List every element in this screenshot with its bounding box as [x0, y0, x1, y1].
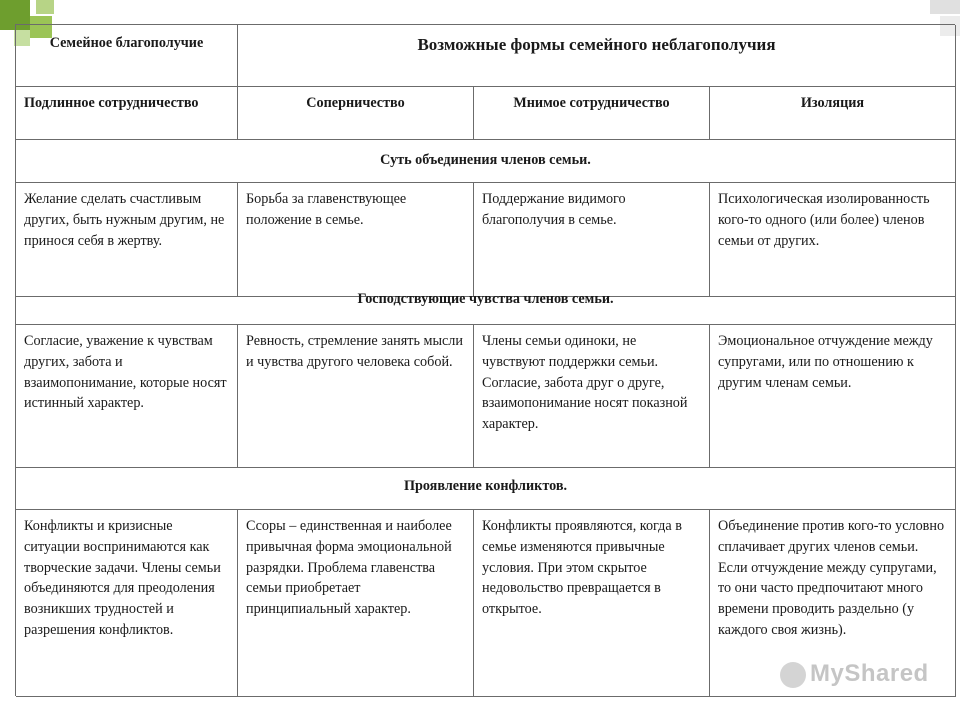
- watermark-text: MyShared: [810, 660, 929, 687]
- column-header: Изоляция: [710, 87, 956, 140]
- table-cell: Психологическая изолированность кого-то одного (или более) членов семьи от других.: [710, 183, 956, 297]
- watermark-logo: [780, 660, 929, 688]
- comparison-table: [15, 24, 955, 696]
- column-header: Мнимое сотрудничество: [474, 87, 710, 140]
- table-cell: Ревность, стремление занять мысли и чувства другого человека собой.: [238, 325, 474, 468]
- table-cell: Конфликты и кризисные ситуации воспринимаются как творческие задачи. Члены семьи объединяются для преодоления возникших трудностей и разрешения конфликтов.: [16, 510, 238, 697]
- header-left-cell: Семейное благополучие: [16, 25, 238, 87]
- table-cell: Поддержание видимого благополучия в семье.: [474, 183, 710, 297]
- section-title: Господствующие чувства членов семьи.: [16, 275, 956, 325]
- decor-square: [930, 0, 960, 14]
- watermark-icon: [780, 662, 806, 688]
- section-title: Суть объединения членов семьи.: [16, 140, 956, 183]
- column-header: Подлинное сотрудничество: [16, 87, 238, 140]
- table-cell: Борьба за главенствующее положение в семье.: [238, 183, 474, 297]
- column-header: Соперничество: [238, 87, 474, 140]
- table-cell: Эмоциональное отчуждение между супругами, или по отношению к другим членам семьи.: [710, 325, 956, 468]
- table-cell: Члены семьи одиноки, не чувствуют поддержки семьи. Согласие, забота друг о друге, взаимопонимание носят показной характер.: [474, 325, 710, 468]
- table-cell: Ссоры – единственная и наиболее привычная форма эмоциональной разрядки. Проблема главенства семьи приобретает принципиальный характер.: [238, 510, 474, 697]
- table-title: Возможные формы семейного неблагополучия: [238, 25, 956, 87]
- table-cell: Конфликты проявляются, когда в семье изменяются привычные условия. При этом скрытое недовольство превращается в открытое.: [474, 510, 710, 697]
- decor-square: [36, 0, 54, 14]
- table-cell: Желание сделать счастливым других, быть нужным другим, не принося себя в жертву.: [16, 183, 238, 297]
- table-cell: Объединение против кого-то условно сплачивает других членов семьи. Если отчуждение между супругами, то они часто предпочитают много времени проводить раздельно (у каждого своя жизнь).: [710, 510, 956, 697]
- table-cell: Согласие, уважение к чувствам других, забота и взаимопонимание, которые носят истинный характер.: [16, 325, 238, 468]
- section-title: Проявление конфликтов.: [16, 468, 956, 510]
